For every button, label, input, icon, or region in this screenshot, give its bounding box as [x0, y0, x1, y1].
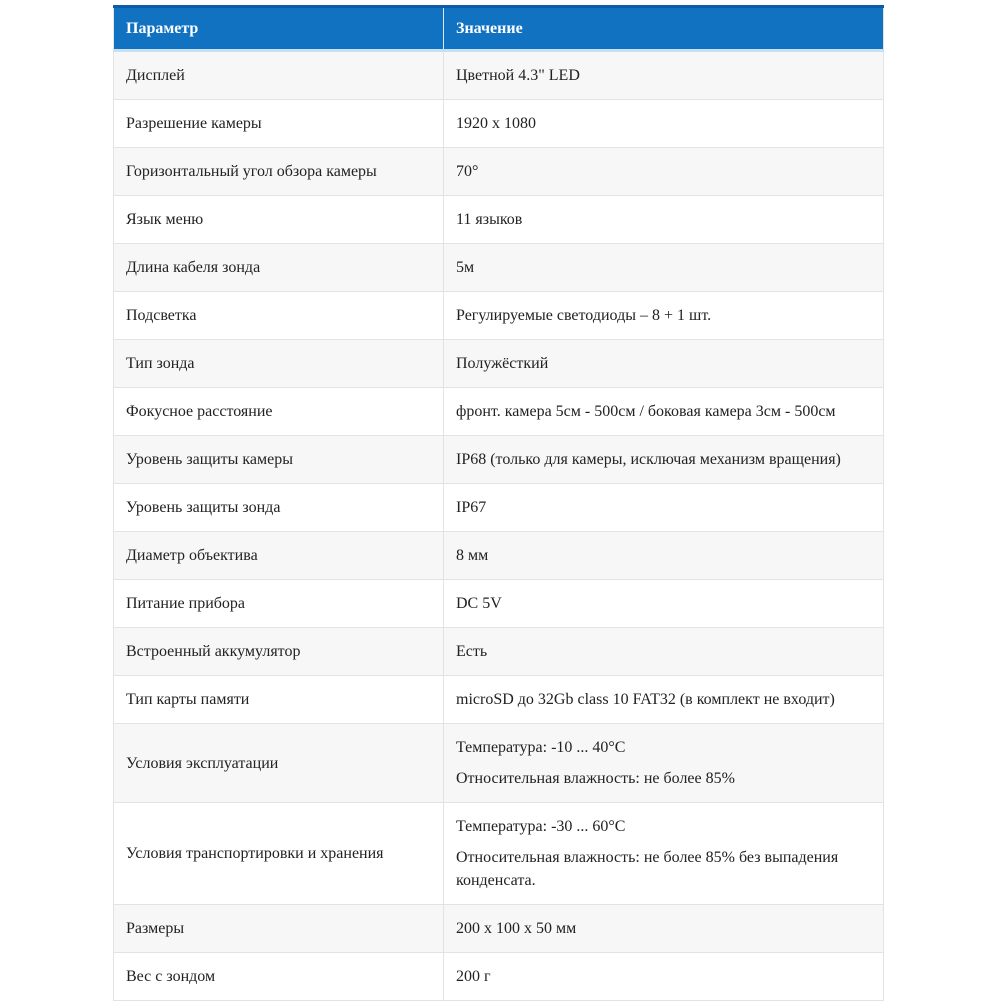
param-cell: Язык меню: [114, 196, 444, 244]
value-paragraph: 11 языков: [456, 211, 523, 228]
param-cell: Длина кабеля зонда: [114, 244, 444, 292]
value-paragraph: Относительная влажность: не более 85% без выпадения конденсата.: [456, 849, 839, 889]
table-row: [114, 676, 884, 724]
value-cell: [444, 340, 884, 388]
table-row: [114, 532, 884, 580]
value-cell: [444, 905, 884, 953]
value-paragraph: microSD до 32Gb class 10 FAT32 (в комплект не входит): [456, 691, 835, 708]
param-cell: Фокусное расстояние: [114, 388, 444, 436]
table-row: [114, 905, 884, 953]
param-cell: Горизонтальный угол обзора камеры: [114, 148, 444, 196]
value-paragraph: 1920 x 1080: [456, 115, 536, 132]
table-row: [114, 292, 884, 340]
value-cell: [444, 196, 884, 244]
value-paragraph: Относительная влажность: не более 85%: [456, 770, 735, 787]
value-cell: [444, 51, 884, 100]
value-cell: [444, 676, 884, 724]
value-paragraph: DC 5V: [456, 595, 502, 612]
value-paragraph: 8 мм: [456, 547, 489, 564]
table-row: [114, 436, 884, 484]
value-paragraph: Цветной 4.3" LED: [456, 67, 580, 84]
value-paragraph: Регулируемые светодиоды – 8 + 1 шт.: [456, 307, 712, 324]
value-paragraph: IP67: [456, 499, 487, 516]
header-row: [114, 7, 884, 51]
value-paragraph: фронт. камера 5см - 500см / боковая камера 3см - 500см: [456, 403, 836, 420]
value-cell: [444, 436, 884, 484]
value-cell: [444, 724, 884, 803]
value-paragraph: 5м: [456, 259, 475, 276]
value-cell: [444, 532, 884, 580]
param-cell: Подсветка: [114, 292, 444, 340]
table-row: [114, 803, 884, 905]
value-cell: [444, 628, 884, 676]
table-row: [114, 724, 884, 803]
table-row: [114, 953, 884, 1001]
value-cell: [444, 148, 884, 196]
table-row: [114, 628, 884, 676]
value-paragraph: 200 x 100 x 50 мм: [456, 920, 577, 937]
value-paragraph: 200 г: [456, 968, 491, 985]
table-row: [114, 580, 884, 628]
value-cell: [444, 484, 884, 532]
table-row: [114, 340, 884, 388]
value-cell: [444, 388, 884, 436]
table-row: [114, 148, 884, 196]
value-paragraph: Полужёсткий: [456, 355, 549, 372]
table-row: [114, 388, 884, 436]
table-row: [114, 196, 884, 244]
param-cell: Тип зонда: [114, 340, 444, 388]
param-cell: Вес с зондом: [114, 953, 444, 1001]
value-cell: [444, 100, 884, 148]
param-cell: Тип карты памяти: [114, 676, 444, 724]
table-row: [114, 244, 884, 292]
table-row: [114, 484, 884, 532]
value-cell: [444, 803, 884, 905]
value-cell: [444, 580, 884, 628]
table-row: [114, 51, 884, 100]
param-cell: Встроенный аккумулятор: [114, 628, 444, 676]
table-row: [114, 100, 884, 148]
value-paragraph: Температура: -30 ... 60°C: [456, 818, 626, 835]
header-cell-value: Значение: [444, 7, 884, 51]
param-cell: Дисплей: [114, 51, 444, 100]
value-cell: [444, 953, 884, 1001]
param-cell: Условия эксплуатации: [114, 724, 444, 803]
spec-table: [113, 5, 884, 1001]
param-cell: Размеры: [114, 905, 444, 953]
param-cell: Разрешение камеры: [114, 100, 444, 148]
value-paragraph: 70°: [456, 163, 479, 180]
value-paragraph: Есть: [456, 643, 488, 660]
spec-table-header: [114, 7, 884, 51]
spec-table-body: [114, 51, 884, 1001]
value-cell: [444, 244, 884, 292]
param-cell: Уровень защиты камеры: [114, 436, 444, 484]
param-cell: Уровень защиты зонда: [114, 484, 444, 532]
value-paragraph: Температура: -10 ... 40°C: [456, 739, 626, 756]
param-cell: Диаметр объектива: [114, 532, 444, 580]
value-paragraph: IP68 (только для камеры, исключая механизм вращения): [456, 451, 841, 468]
value-cell: [444, 292, 884, 340]
param-cell: Питание прибора: [114, 580, 444, 628]
param-cell: Условия транспортировки и хранения: [114, 803, 444, 905]
header-cell-param: Параметр: [114, 7, 444, 51]
